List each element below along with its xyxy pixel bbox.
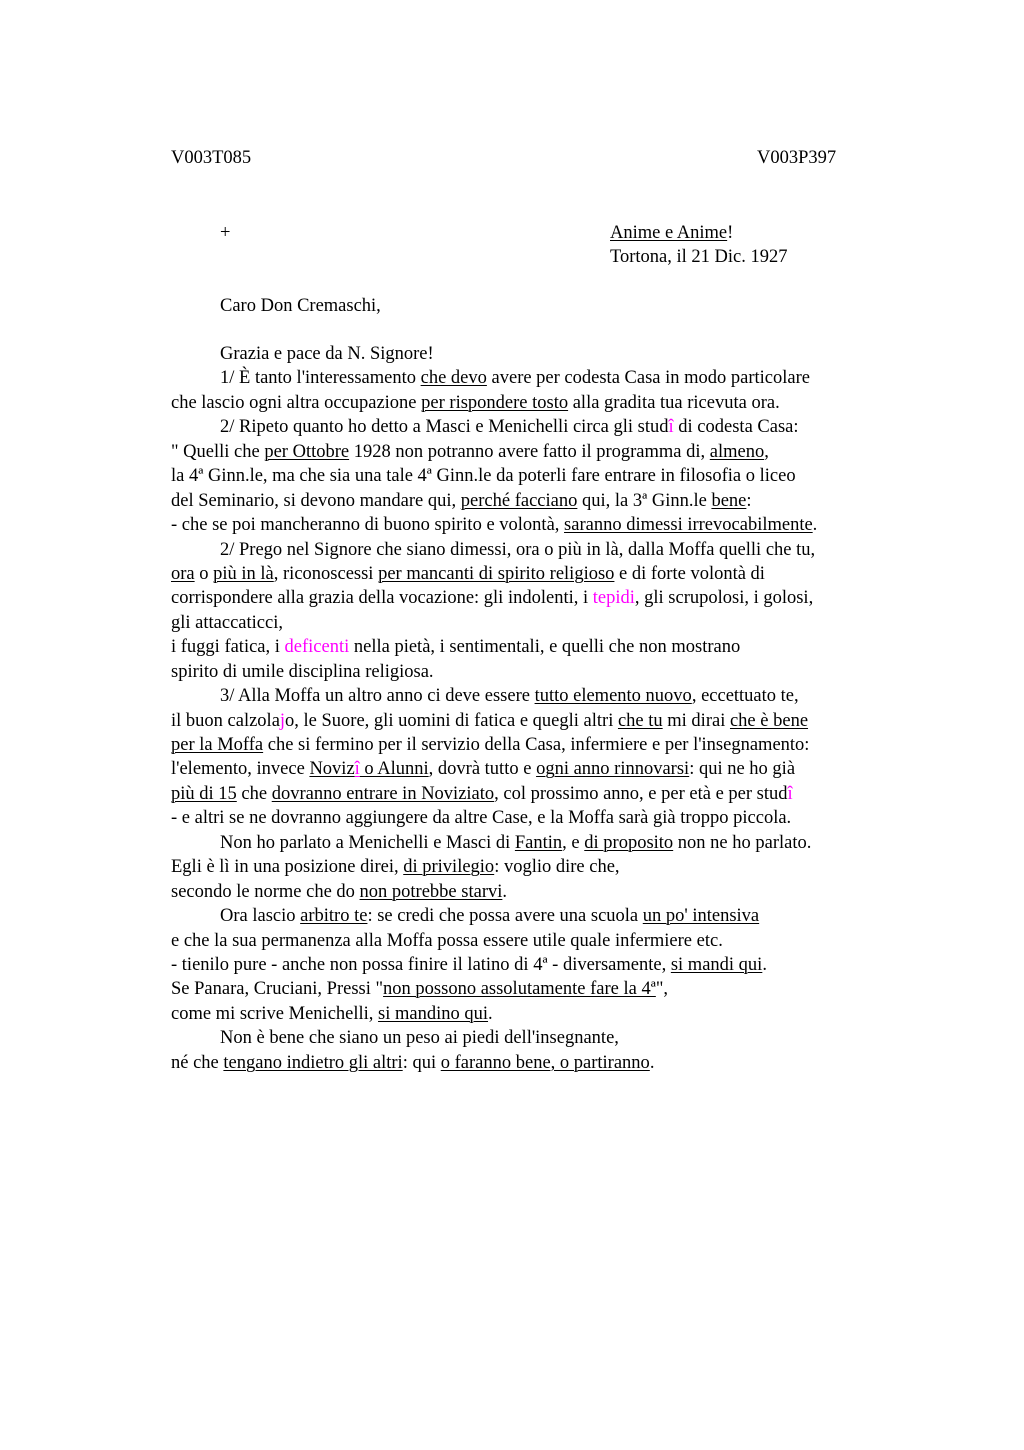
highlighted-text: î: [668, 417, 674, 438]
text-line: [171, 366, 901, 390]
text-line: [171, 806, 901, 830]
text-line: [171, 391, 901, 415]
underlined-text: tengano indietro gli altri: [223, 1052, 403, 1073]
text-segment: alla gradita tua ricevuta ora.: [568, 392, 780, 413]
text-segment: qui, la 3ª Ginn.le: [577, 490, 712, 511]
underlined-text: si mandino qui: [378, 1003, 489, 1024]
text-line: [171, 464, 901, 488]
text-segment: mi dirai: [662, 710, 730, 731]
text-line: [171, 611, 901, 635]
text-segment: " Quelli che: [171, 441, 265, 462]
text-line: [171, 635, 901, 659]
underlined-text: di proposito: [584, 832, 674, 853]
letter-body: [171, 342, 901, 1075]
text-segment: Egli è lì in una posizione direi,: [171, 857, 404, 878]
text-line: [171, 1051, 901, 1075]
text-line: [171, 831, 901, 855]
underlined-text: che è bene: [729, 710, 809, 731]
underlined-text: arbitro te: [300, 906, 368, 927]
underlined-text: un po' intensiva: [642, 906, 760, 927]
text-segment: gli attaccaticci,: [171, 612, 283, 633]
text-segment: o: [194, 563, 214, 584]
text-line: [171, 684, 901, 708]
text-segment: , eccettuato te,: [691, 686, 799, 707]
text-line: [171, 586, 901, 610]
text-line: [171, 660, 901, 684]
motto: [610, 221, 733, 245]
text-segment: nella pietà, i sentimentali, e quelli che non mostrano: [349, 637, 741, 658]
document-code-left: V003T085: [171, 148, 252, 168]
text-segment: ,: [764, 441, 769, 462]
underlined-text: o Alunni: [359, 759, 429, 780]
underlined-text: dovranno entrare in Noviziato: [271, 783, 495, 804]
text-segment: :: [746, 490, 752, 511]
text-line: [171, 782, 901, 806]
text-segment: che: [236, 783, 272, 804]
text-segment: 1/ È tanto l'interessamento: [220, 368, 421, 389]
text-segment: come mi scrive Menichelli,: [171, 1003, 379, 1024]
text-line: [171, 538, 901, 562]
underlined-text: perché facciano: [460, 490, 578, 511]
text-segment: Se Panara, Cruciani, Pressi ": [171, 979, 384, 1000]
text-segment: .: [488, 1003, 493, 1024]
text-segment: : se credi che possa avere una scuola: [367, 906, 643, 927]
text-line: [171, 929, 901, 953]
underlined-text: almeno: [709, 441, 765, 462]
underlined-text: bene: [711, 490, 747, 511]
document-code-right: V003P397: [757, 148, 837, 168]
text-segment: o, le Suore, gli uomini di fatica e quegli altri: [285, 710, 618, 731]
text-segment: - che se poi mancheranno di buono spirito e volontà,: [171, 515, 565, 536]
text-segment: 3/ Alla Moffa un altro anno ci deve essere: [220, 686, 535, 707]
text-segment: Non è bene che siano un peso ai piedi dell'insegnante,: [220, 1028, 619, 1049]
text-segment: e di forte volontà di: [614, 563, 765, 584]
salutation: Caro Don Cremaschi,: [220, 296, 381, 316]
text-line: [171, 415, 901, 439]
underlined-text: per Ottobre: [264, 441, 350, 462]
text-segment: .: [502, 881, 507, 902]
text-segment: Ora lascio: [220, 906, 301, 927]
text-segment: né che: [171, 1052, 224, 1073]
underlined-text: che devo: [420, 368, 487, 389]
underlined-text: non possono assolutamente fare la 4ª: [383, 979, 656, 1000]
text-segment: , e: [562, 832, 585, 853]
text-segment: che lascio ogni altra occupazione: [171, 392, 422, 413]
cross-symbol: +: [220, 223, 231, 243]
underlined-text: che tu: [617, 710, 663, 731]
text-segment: secondo le norme che do: [171, 881, 360, 902]
text-segment: non ne ho parlato.: [673, 832, 812, 853]
highlighted-text: î: [787, 783, 793, 804]
text-segment: del Seminario, si devono mandare qui,: [171, 490, 461, 511]
text-segment: Grazia e pace da N. Signore!: [220, 344, 434, 364]
text-segment: .: [649, 1052, 655, 1073]
text-segment: e che la sua permanenza alla Moffa possa essere utile quale infermiere etc.: [171, 930, 723, 951]
underlined-text: Fantin: [514, 832, 563, 853]
underlined-text: saranno dimessi irrevocabilmente: [564, 515, 813, 536]
text-segment: , col prossimo anno, e per età e per stud: [494, 783, 788, 804]
highlighted-text: deficenti: [284, 637, 350, 658]
place-date: Tortona, il 21 Dic. 1927: [610, 247, 788, 267]
text-segment: che si fermino per il servizio della Casa, infermiere e per l'insegnamento:: [263, 735, 810, 755]
text-segment: avere per codesta Casa in modo particolare: [486, 368, 810, 389]
text-segment: , dovrà tutto e: [428, 759, 537, 780]
underlined-text: per rispondere tosto: [421, 392, 569, 413]
text-line: [171, 757, 901, 781]
text-segment: 2/ Prego nel Signore che siano dimessi, ora o più in là, dalla Moffa quelli che tu,: [220, 539, 816, 560]
text-segment: .: [762, 954, 767, 975]
underlined-text: tutto elemento nuovo: [534, 686, 692, 707]
text-segment: : voglio dire che,: [494, 857, 620, 878]
text-segment: , gli scrupolosi, i golosi,: [634, 588, 814, 609]
text-segment: - e altri se ne dovranno aggiungere da altre Case, e la Moffa sarà già troppo piccola.: [171, 808, 792, 829]
underlined-text: di privilegio: [403, 857, 495, 878]
text-segment: , riconoscessi: [273, 563, 379, 584]
text-line: [171, 562, 901, 586]
underlined-text: Noviz: [309, 759, 355, 780]
text-segment: il buon calzola: [171, 710, 280, 731]
text-segment: 2/ Ripeto quanto ho detto a Masci e Menichelli circa gli stud: [220, 417, 669, 438]
underlined-text: si mandi qui: [670, 954, 763, 975]
text-line: [171, 904, 901, 928]
text-line: [171, 953, 901, 977]
text-segment: di codesta Casa:: [673, 417, 799, 438]
underlined-text: ogni anno rinnovarsi: [536, 759, 690, 780]
text-line: [171, 513, 901, 537]
text-segment: - tienilo pure - anche non possa finire il latino di 4ª - diversamente,: [171, 954, 671, 975]
text-line: [171, 855, 901, 879]
underlined-text: più di 15: [171, 783, 237, 804]
text-segment: i fuggi fatica, i: [171, 637, 285, 658]
underlined-text: per la Moffa: [171, 735, 264, 755]
underlined-text: non potrebbe starvi: [359, 881, 503, 902]
text-segment: spirito di umile disciplina religiosa.: [171, 661, 434, 682]
underlined-text: per mancanti di spirito religioso: [378, 563, 615, 584]
text-segment: 1928 non potranno avere fatto il programma di,: [349, 441, 710, 462]
text-segment: : qui: [402, 1052, 441, 1073]
text-line: [171, 880, 901, 904]
text-line: [171, 440, 901, 464]
text-segment: ",: [655, 979, 669, 1000]
underlined-text: o faranno bene, o partiranno: [440, 1052, 650, 1073]
underlined-text: î: [354, 759, 360, 780]
text-line: [171, 1026, 901, 1050]
text-segment: : qui ne ho già: [689, 759, 796, 780]
text-line: [171, 733, 901, 757]
motto-text: Anime e Anime: [610, 223, 728, 243]
text-line: [171, 342, 901, 366]
text-line: [171, 709, 901, 733]
motto-punctuation: !: [727, 223, 734, 243]
text-line: [171, 977, 901, 1001]
text-segment: Non ho parlato a Menichelli e Masci di: [220, 832, 515, 853]
underlined-text: ora: [171, 563, 195, 584]
text-segment: corrispondere alla grazia della vocazione: gli indolenti, i: [171, 588, 593, 609]
highlighted-text: j: [279, 710, 286, 731]
highlighted-text: tepidi: [592, 588, 635, 609]
text-segment: .: [812, 515, 818, 536]
text-line: [171, 489, 901, 513]
underlined-text: più in là: [213, 563, 274, 584]
text-segment: la 4ª Ginn.le, ma che sia una tale 4ª Ginn.le da poterli fare entrare in filosofia o liceo: [171, 466, 796, 487]
text-line: [171, 1002, 901, 1026]
text-segment: l'elemento, invece: [171, 759, 310, 780]
